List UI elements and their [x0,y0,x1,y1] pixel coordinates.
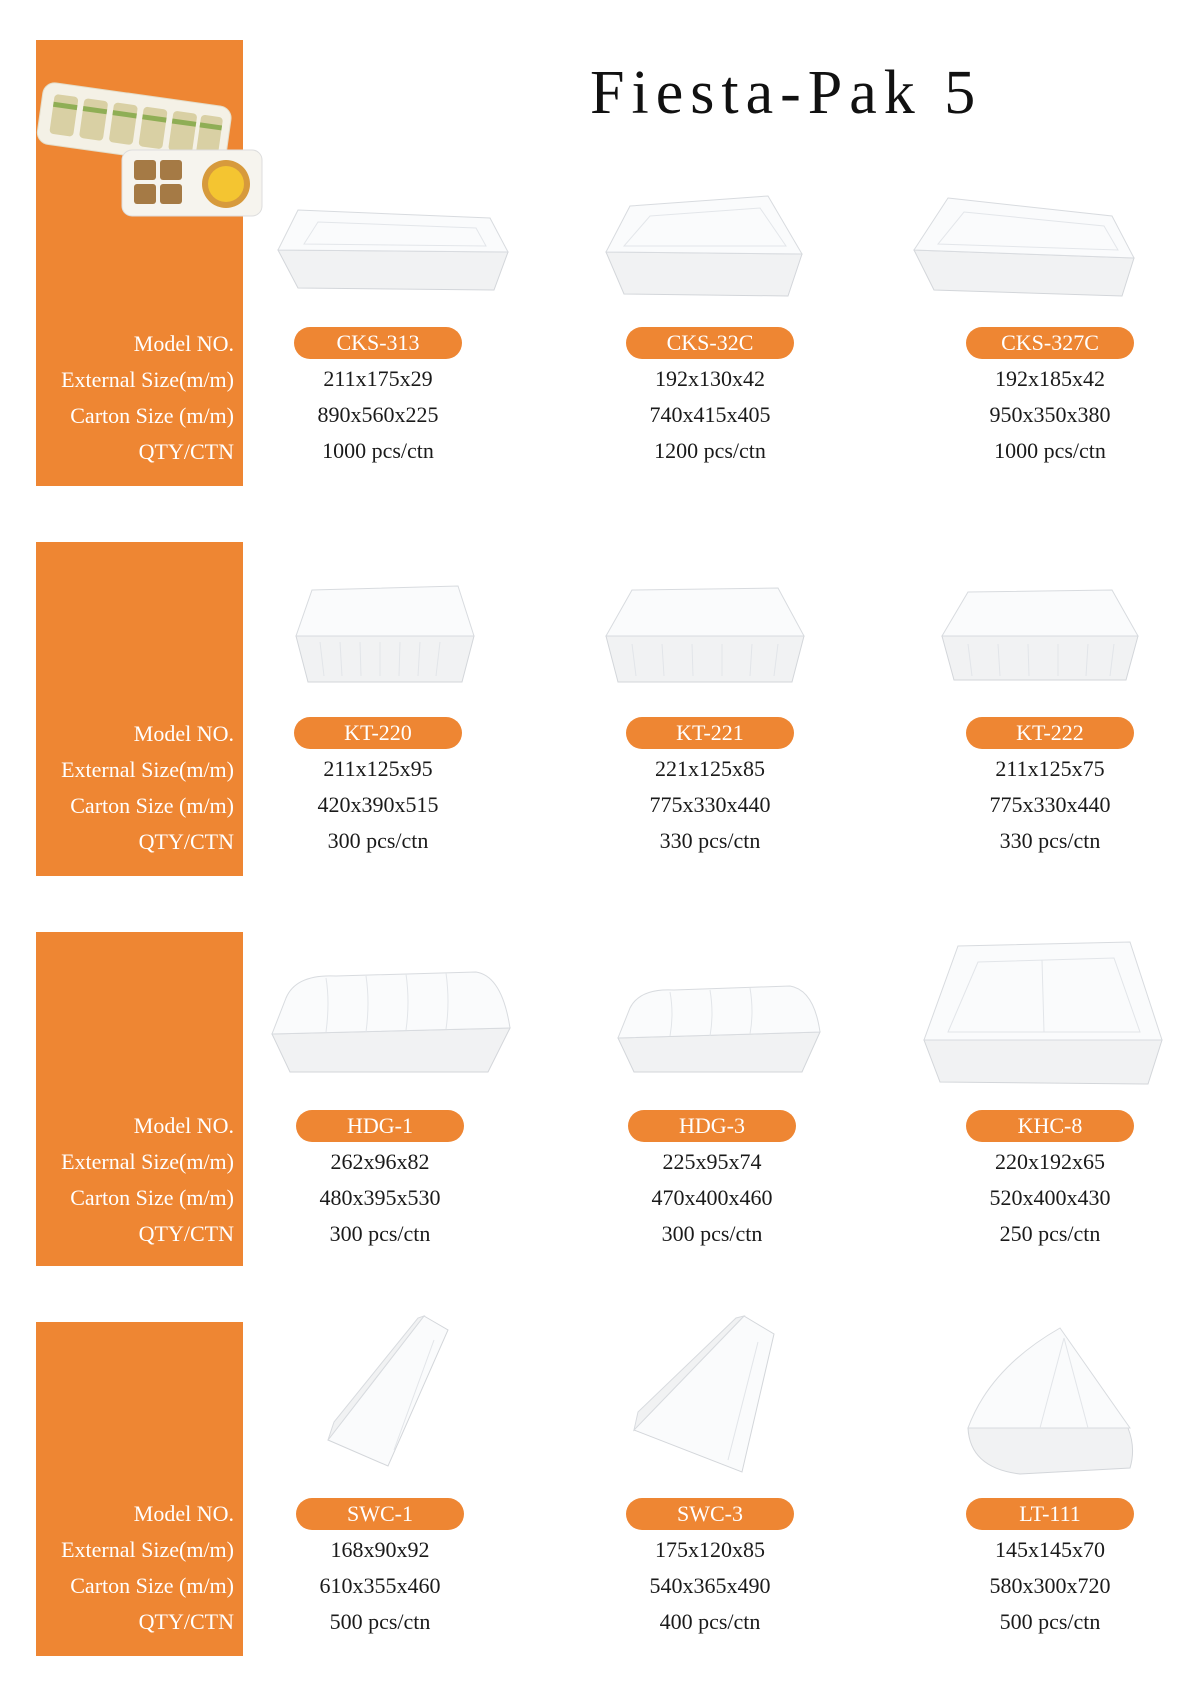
product-khc-8 [940,1110,1160,1252]
product-swc-1 [270,1498,490,1640]
label-qty-ctn: QTY/CTN [138,1609,234,1634]
product-image-khc-8 [918,932,1168,1092]
spec-labels-3 [36,1108,234,1252]
carton-size: 480x395x530 [319,1185,441,1210]
carton-size: 890x560x225 [317,402,439,427]
product-image-hdg-1 [266,962,516,1078]
page-title: Fiesta-Pak 5 [590,59,983,127]
qty-per-carton: 1000 pcs/ctn [994,438,1106,463]
external-size: 220x192x65 [995,1149,1105,1174]
model-badge: SWC-3 [626,1498,794,1530]
product-kt-220 [268,717,488,859]
model-badge: KT-220 [294,717,462,749]
label-carton-size: Carton Size (m/m) [70,793,234,818]
model-badge: KT-222 [966,717,1134,749]
label-model-no: Model NO. [133,1501,234,1526]
carton-size: 580x300x720 [989,1573,1111,1598]
label-external-size: External Size(m/m) [61,1149,234,1174]
qty-per-carton: 330 pcs/ctn [659,828,761,853]
model-badge: HDG-1 [296,1110,464,1142]
model-badge: LT-111 [966,1498,1134,1530]
external-size: 225x95x74 [662,1149,762,1174]
external-size: 175x120x85 [655,1537,765,1562]
qty-per-carton: 300 pcs/ctn [661,1221,763,1246]
qty-per-carton: 330 pcs/ctn [999,828,1101,853]
carton-size: 520x400x430 [989,1185,1111,1210]
spec-labels-4 [36,1496,234,1640]
model-badge: KT-221 [626,717,794,749]
product-hdg-3 [602,1110,822,1252]
product-image-hdg-3 [614,978,824,1078]
external-size: 211x125x95 [323,756,433,781]
qty-per-carton: 500 pcs/ctn [999,1609,1101,1634]
label-qty-ctn: QTY/CTN [138,439,234,464]
product-lt-111 [940,1498,1160,1640]
product-image-cks-327c [908,190,1140,305]
carton-size: 775x330x440 [989,792,1111,817]
product-cks-313 [268,327,488,469]
model-badge: CKS-32C [626,327,794,359]
product-image-kt-220 [290,572,480,692]
product-image-kt-222 [938,580,1142,688]
label-model-no: Model NO. [133,721,234,746]
label-qty-ctn: QTY/CTN [138,1221,234,1246]
carton-size: 470x400x460 [651,1185,773,1210]
product-image-swc-3 [624,1312,804,1480]
product-swc-3 [600,1498,820,1640]
qty-per-carton: 500 pcs/ctn [329,1609,431,1634]
external-size: 192x130x42 [655,366,765,391]
label-external-size: External Size(m/m) [61,367,234,392]
hero-food-containers-image [30,70,270,220]
external-size: 211x125x75 [995,756,1105,781]
carton-size: 775x330x440 [649,792,771,817]
carton-size: 540x365x490 [649,1573,771,1598]
carton-size: 740x415x405 [649,402,771,427]
model-badge: SWC-1 [296,1498,464,1530]
product-cks-327c [940,327,1160,469]
spec-labels-2 [36,716,234,860]
product-kt-221 [600,717,820,859]
label-qty-ctn: QTY/CTN [138,829,234,854]
label-carton-size: Carton Size (m/m) [70,1573,234,1598]
label-external-size: External Size(m/m) [61,757,234,782]
qty-per-carton: 1000 pcs/ctn [322,438,434,463]
external-size: 192x185x42 [995,366,1105,391]
external-size: 211x175x29 [323,366,433,391]
qty-per-carton: 300 pcs/ctn [327,828,429,853]
label-model-no: Model NO. [133,1113,234,1138]
spec-labels-1 [36,326,234,470]
model-badge: CKS-327C [966,327,1134,359]
product-image-cks-32c [600,186,810,306]
carton-size: 420x390x515 [317,792,439,817]
label-external-size: External Size(m/m) [61,1537,234,1562]
carton-size: 950x350x380 [989,402,1111,427]
carton-size: 610x355x460 [319,1573,441,1598]
external-size: 262x96x82 [330,1149,430,1174]
product-kt-222 [940,717,1160,859]
product-image-kt-221 [602,574,808,690]
label-carton-size: Carton Size (m/m) [70,403,234,428]
external-size: 145x145x70 [995,1537,1105,1562]
external-size: 168x90x92 [330,1537,430,1562]
label-carton-size: Carton Size (m/m) [70,1185,234,1210]
product-cks-32c [600,327,820,469]
external-size: 221x125x85 [655,756,765,781]
model-badge: KHC-8 [966,1110,1134,1142]
product-image-swc-1 [314,1310,464,1480]
label-model-no: Model NO. [133,331,234,356]
qty-per-carton: 400 pcs/ctn [659,1609,761,1634]
product-hdg-1 [270,1110,490,1252]
model-badge: CKS-313 [294,327,462,359]
qty-per-carton: 1200 pcs/ctn [654,438,766,463]
product-image-cks-313 [258,192,520,302]
qty-per-carton: 300 pcs/ctn [329,1221,431,1246]
product-image-lt-111 [960,1318,1140,1478]
qty-per-carton: 250 pcs/ctn [999,1221,1101,1246]
model-badge: HDG-3 [628,1110,796,1142]
